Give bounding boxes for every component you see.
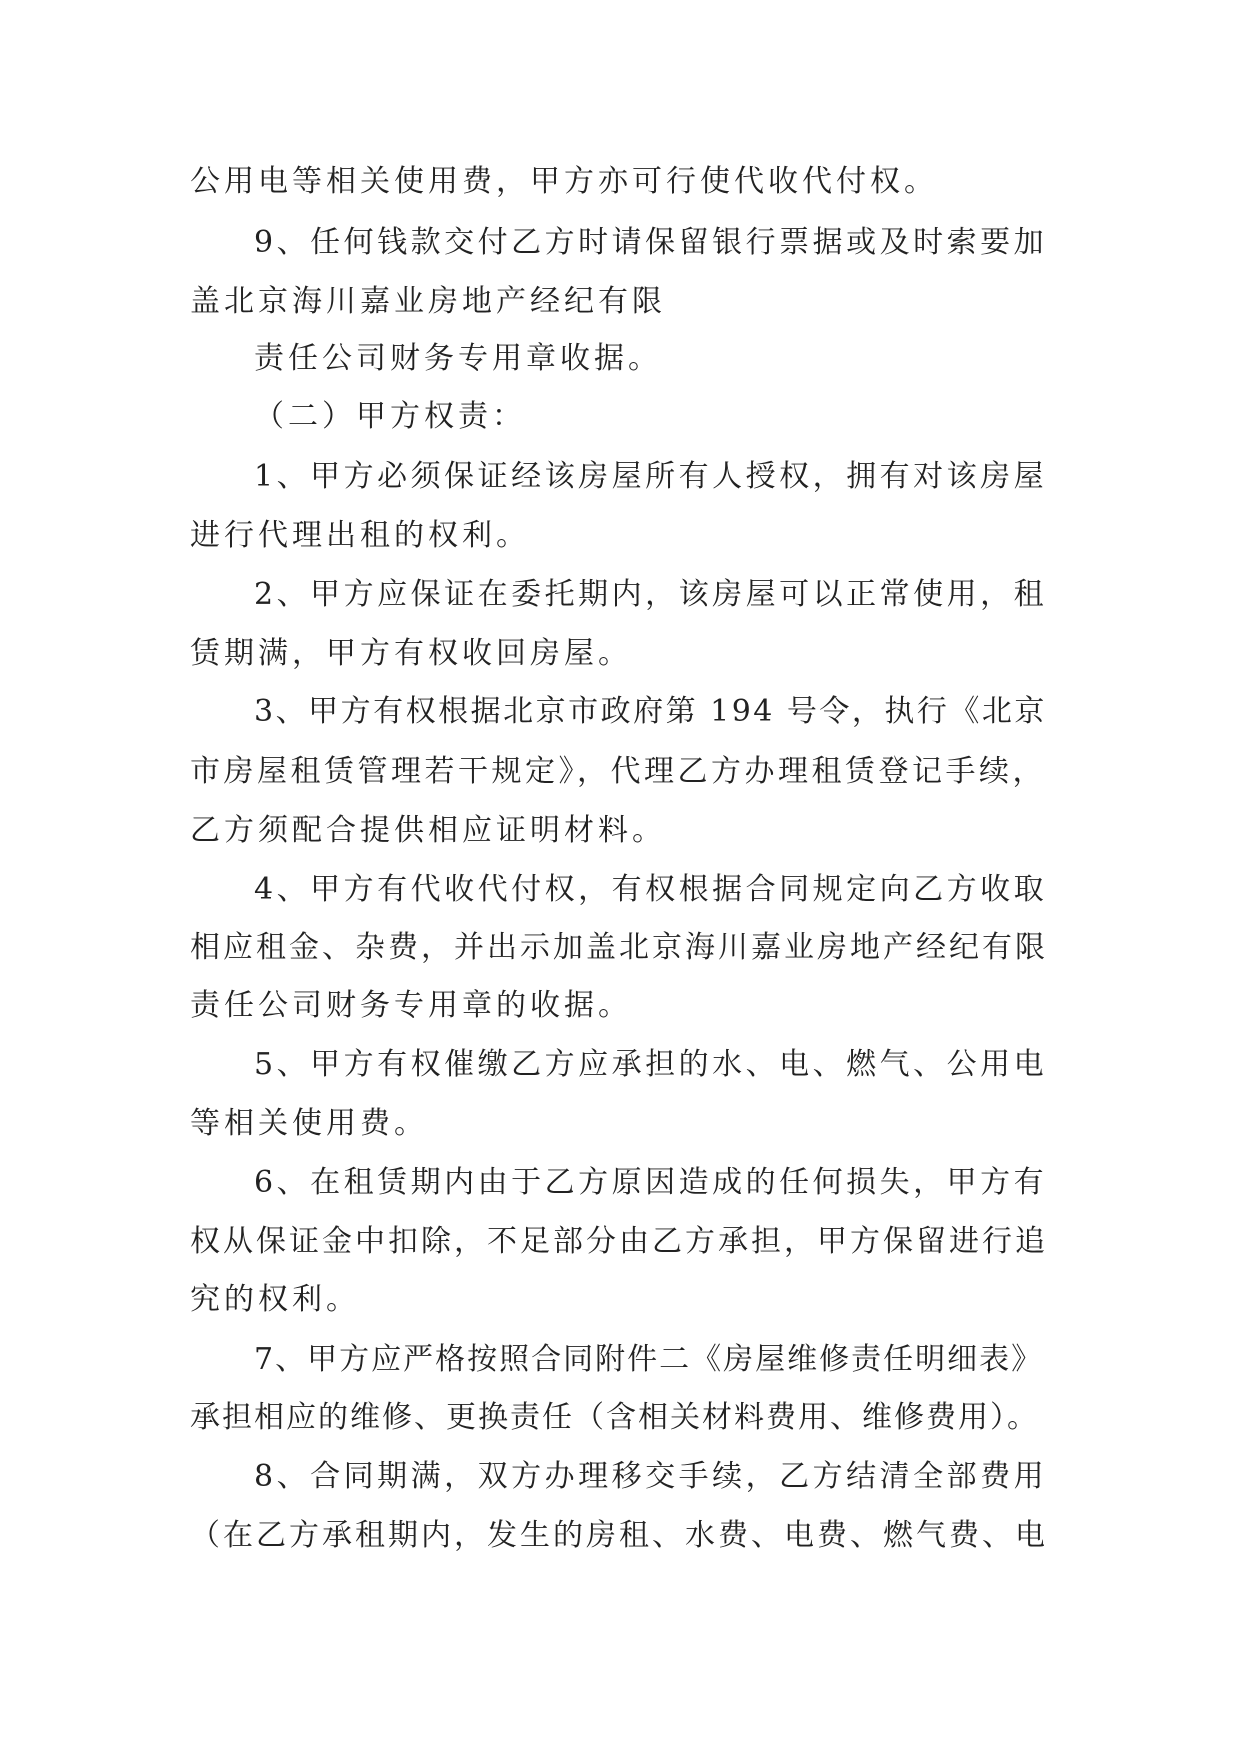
text-line: 3、甲方有权根据北京市政府第 194 号令，执行《北京 xyxy=(254,694,1047,729)
text-line: 6、在租赁期内由于乙方原因造成的任何损失，甲方有 xyxy=(254,1165,1048,1200)
text-line: 市房屋租赁管理若干规定》，代理乙方办理租赁登记手续， xyxy=(190,754,1046,789)
text-line: 赁期满，甲方有权收回房屋。 xyxy=(190,636,632,671)
text-line: 责任公司财务专用章收据。 xyxy=(254,341,662,376)
text-line: 盖北京海川嘉业房地产经纪有限 xyxy=(190,284,666,319)
section-heading: （二）甲方权责： xyxy=(254,399,526,434)
text-line: 9、任何钱款交付乙方时请保留银行票据或及时索要加 xyxy=(254,225,1048,260)
text-line: 4、甲方有代收代付权，有权根据合同规定向乙方收取 xyxy=(254,872,1048,907)
text-line: 公用电等相关使用费，甲方亦可行使代收代付权。 xyxy=(190,164,938,199)
text-line: 进行代理出租的权利。 xyxy=(190,518,530,553)
text-line: 7、甲方应严格按照合同附件二《房屋维修责任明细表》 xyxy=(254,1342,1044,1377)
text-line: 乙方须配合提供相应证明材料。 xyxy=(190,813,666,848)
text-line: 8、合同期满，双方办理移交手续，乙方结清全部费用 xyxy=(254,1459,1048,1494)
text-line: 承担相应的维修、更换责任（含相关材料费用、维修费用）。 xyxy=(190,1400,1039,1435)
text-line: （在乙方承租期内，发生的房租、水费、电费、燃气费、电 xyxy=(190,1518,1048,1553)
text-line: 等相关使用费。 xyxy=(190,1106,428,1141)
text-line: 责任公司财务专用章的收据。 xyxy=(190,988,632,1023)
text-line: 究的权利。 xyxy=(190,1282,360,1317)
text-line: 相应租金、杂费，并出示加盖北京海川嘉业房地产经纪有限 xyxy=(190,930,1048,965)
text-line: 2、甲方应保证在委托期内，该房屋可以正常使用，租 xyxy=(254,577,1048,612)
text-line: 权从保证金中扣除，不足部分由乙方承担，甲方保留进行追 xyxy=(190,1224,1048,1259)
text-line: 1、甲方必须保证经该房屋所有人授权，拥有对该房屋 xyxy=(254,459,1048,494)
text-line: 5、甲方有权催缴乙方应承担的水、电、燃气、公用电 xyxy=(254,1047,1048,1082)
